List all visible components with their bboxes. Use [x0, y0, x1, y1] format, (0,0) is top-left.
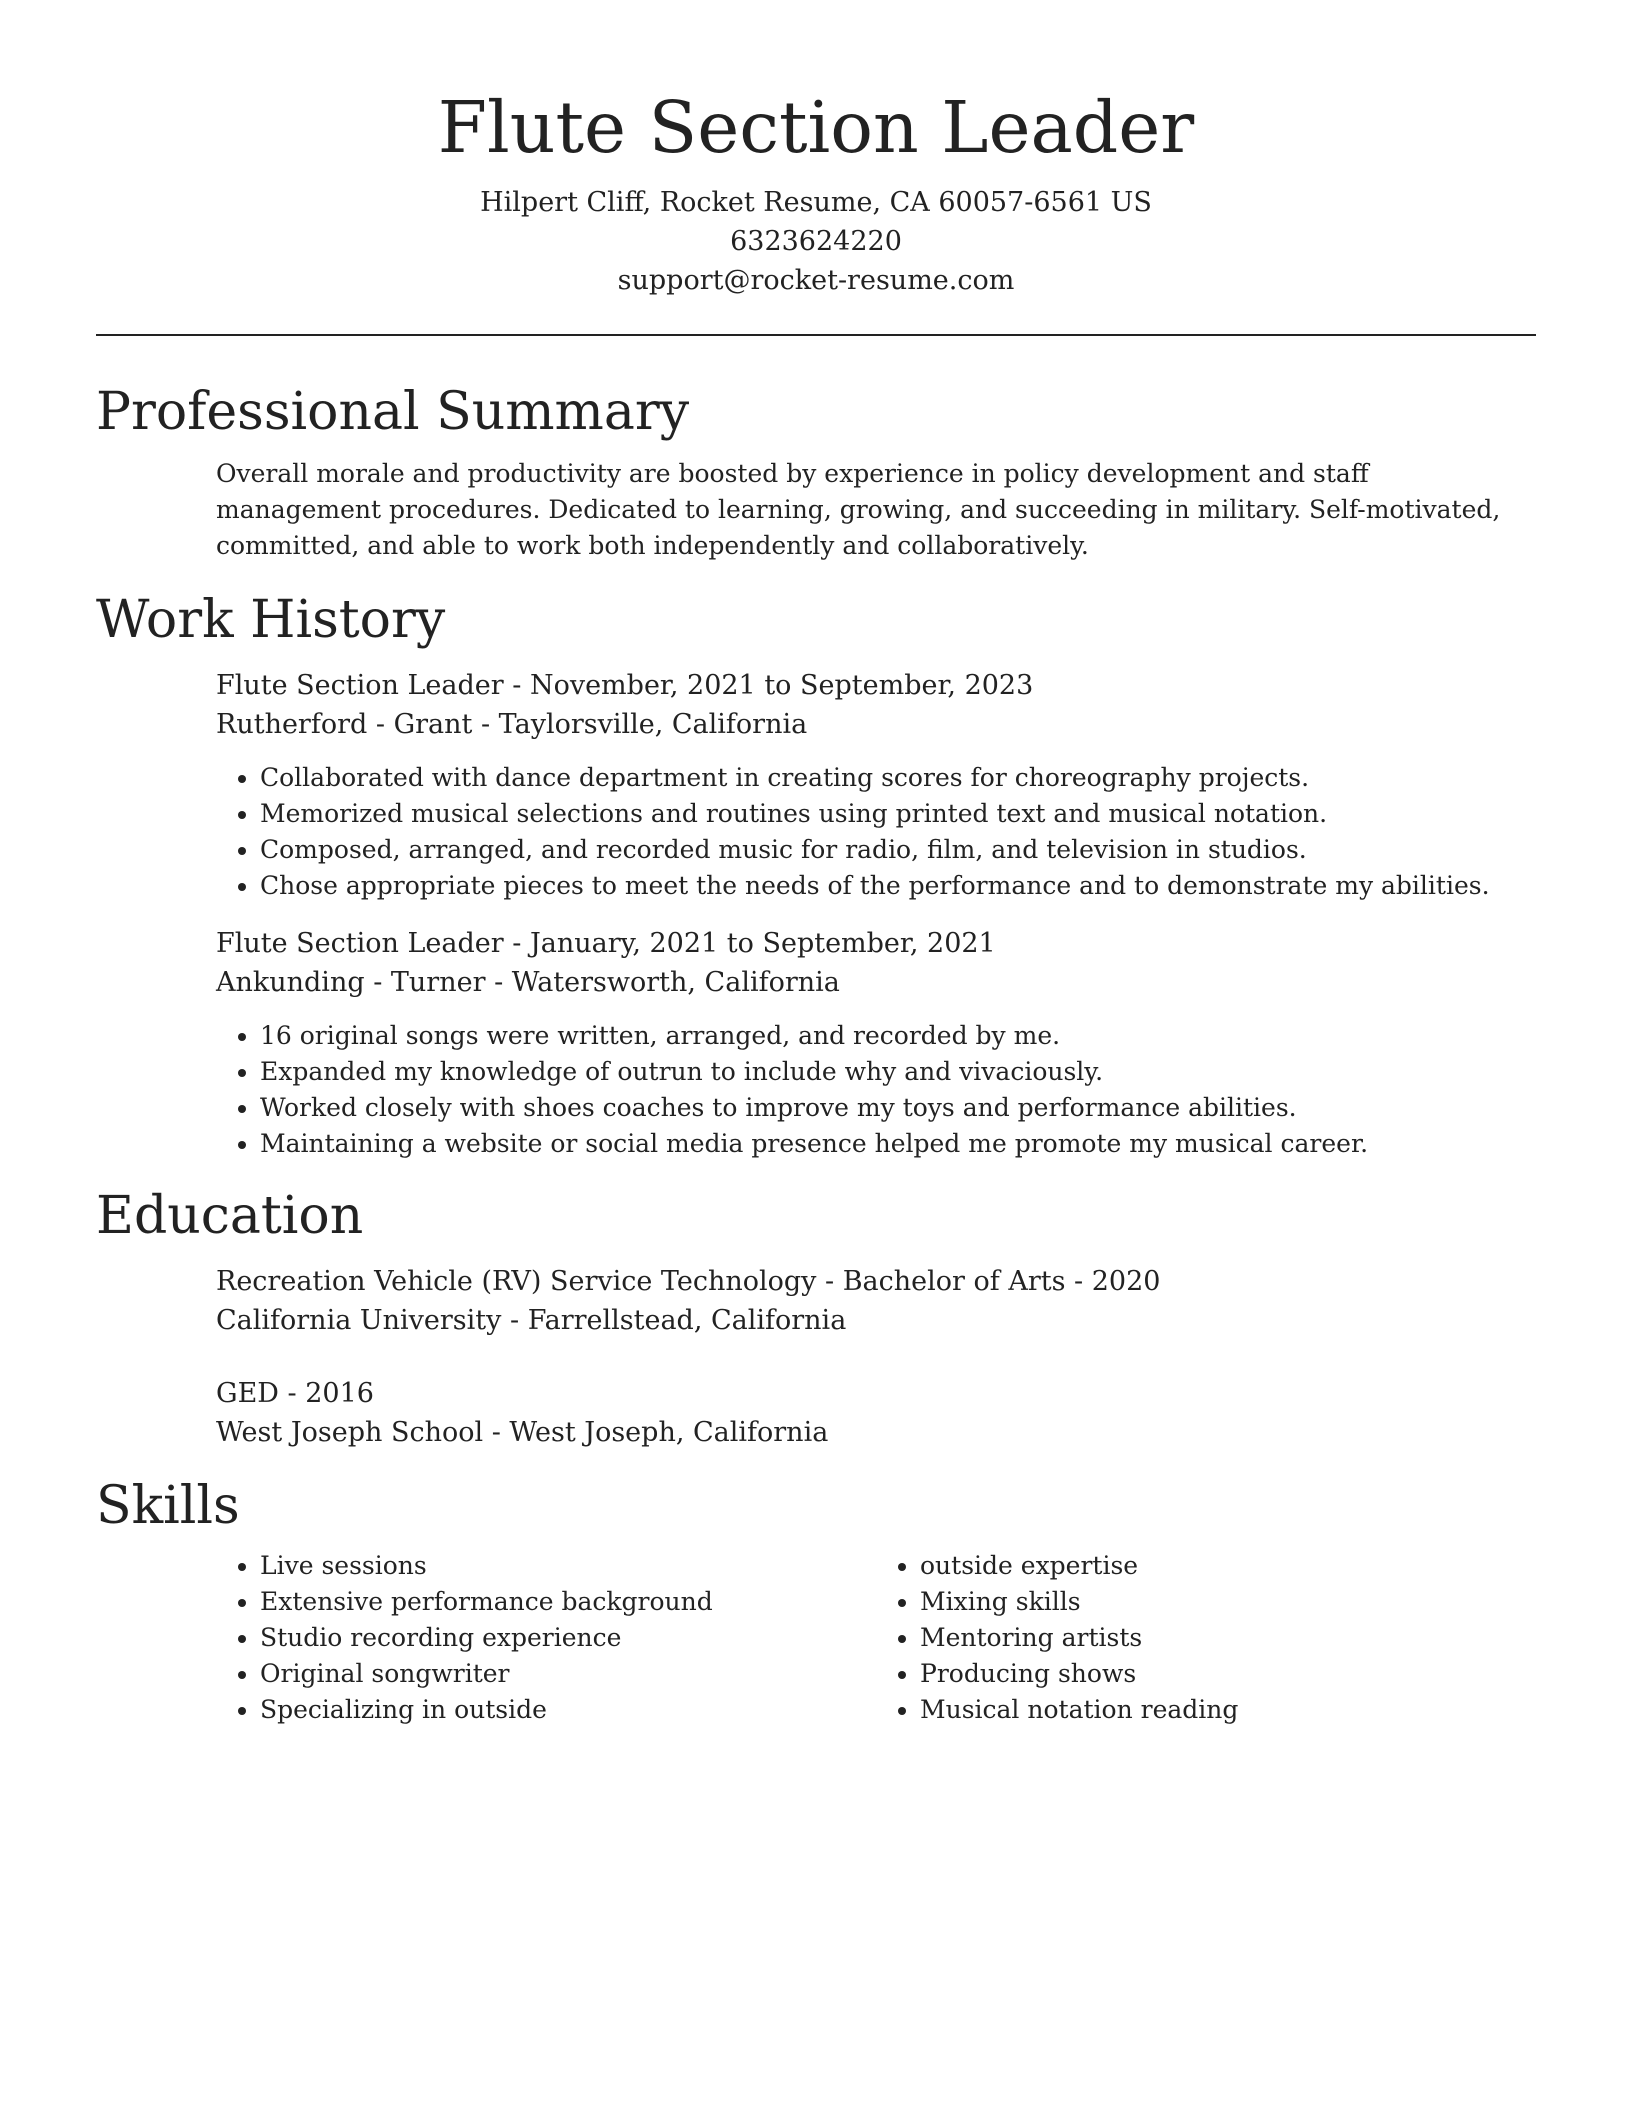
- skill-item: • Producing shows: [920, 1656, 1536, 1692]
- job-bullet: • Maintaining a website or social media presence helped me promote my musical career.: [260, 1126, 1536, 1162]
- job-bullet: • Expanded my knowledge of outrun to include why and vivaciously.: [260, 1054, 1536, 1090]
- skills-column-right: [876, 1548, 1536, 1728]
- job-location: - Taylorsville, California: [472, 709, 808, 740]
- skill-item: • Mixing skills: [920, 1584, 1536, 1620]
- skill-item: • Original songwriter: [260, 1656, 876, 1692]
- job-employer: Rutherford - Grant: [216, 709, 473, 740]
- education-degree: Recreation Vehicle (RV) Service Technology - Bachelor of Arts: [216, 1266, 1066, 1297]
- resume-header: [96, 0, 1536, 300]
- job-title-line: [216, 924, 1536, 963]
- job-bullets: [216, 1018, 1536, 1162]
- job-employer: Ankunding - Turner: [216, 967, 486, 998]
- resume-page: [96, 0, 1536, 1728]
- education-entry: [216, 1374, 1536, 1452]
- skill-item: • Studio recording experience: [260, 1620, 876, 1656]
- education-year: - 2020: [1065, 1266, 1161, 1297]
- contact-block: [96, 183, 1536, 300]
- job-bullet: • Composed, arranged, and recorded music for radio, film, and television in studios.: [260, 832, 1536, 868]
- education-school: West Joseph School: [216, 1417, 484, 1448]
- job-bullet: • 16 original songs were written, arranged, and recorded by me.: [260, 1018, 1536, 1054]
- education-entry: [216, 1262, 1536, 1340]
- education-location: - West Joseph, California: [483, 1417, 829, 1448]
- resume-name: Flute Section Leader: [437, 86, 1195, 169]
- job-title-line: [216, 666, 1536, 705]
- skill-item: • Live sessions: [260, 1548, 876, 1584]
- job-position: Flute Section Leader: [216, 670, 504, 701]
- job-entry: [216, 666, 1536, 904]
- education-school-line: [216, 1413, 1536, 1452]
- job-employer-line: [216, 705, 1536, 744]
- job-position: Flute Section Leader: [216, 928, 504, 959]
- contact-email: support@rocket-resume.com: [617, 265, 1015, 296]
- contact-address: Hilpert Cliff, Rocket Resume, CA 60057-6561 US: [480, 187, 1152, 218]
- skill-item: • Specializing in outside: [260, 1692, 876, 1728]
- job-dates: - January, 2021 to September, 2021: [503, 928, 996, 959]
- skill-item: • Mentoring artists: [920, 1620, 1536, 1656]
- skill-item: • Musical notation reading: [920, 1692, 1536, 1728]
- education-degree-line: [216, 1374, 1536, 1413]
- skill-item: • outside expertise: [920, 1548, 1536, 1584]
- job-location: - Watersworth, California: [485, 967, 840, 998]
- summary-heading: Professional Summary: [96, 382, 690, 442]
- job-bullet: • Memorized musical selections and routines using printed text and musical notation.: [260, 796, 1536, 832]
- job-bullets: [216, 760, 1536, 904]
- job-bullet: • Worked closely with shoes coaches to improve my toys and performance abilities.: [260, 1090, 1536, 1126]
- education-location: - Farrellstead, California: [501, 1305, 847, 1336]
- education-degree-line: [216, 1262, 1536, 1301]
- education-school: California University: [216, 1305, 502, 1336]
- education-school-line: [216, 1301, 1536, 1340]
- job-employer-line: [216, 963, 1536, 1002]
- job-bullet: • Collaborated with dance department in creating scores for choreography projects.: [260, 760, 1536, 796]
- skills-grid: [216, 1548, 1536, 1728]
- education-heading: Education: [96, 1186, 364, 1246]
- education-year: - 2016: [278, 1378, 374, 1409]
- skills-heading: Skills: [96, 1476, 240, 1536]
- job-dates: - November, 2021 to September, 2023: [503, 670, 1034, 701]
- job-entry: [216, 924, 1536, 1162]
- skills-column-left: [216, 1548, 876, 1728]
- work-history-heading: Work History: [96, 590, 446, 650]
- header-divider: [96, 334, 1536, 336]
- job-bullet: • Chose appropriate pieces to meet the needs of the performance and to demonstrate my abilities.: [260, 868, 1536, 904]
- skill-item: • Extensive performance background: [260, 1584, 876, 1620]
- contact-phone: 6323624220: [730, 226, 902, 257]
- summary-text: Overall morale and productivity are boosted by experience in policy development and staff management procedures. Dedicated to learning, growing, and succeeding in military. Self-motivated, committed, and able to work both independently and collaboratively.: [216, 459, 1501, 560]
- education-degree: GED: [216, 1378, 279, 1409]
